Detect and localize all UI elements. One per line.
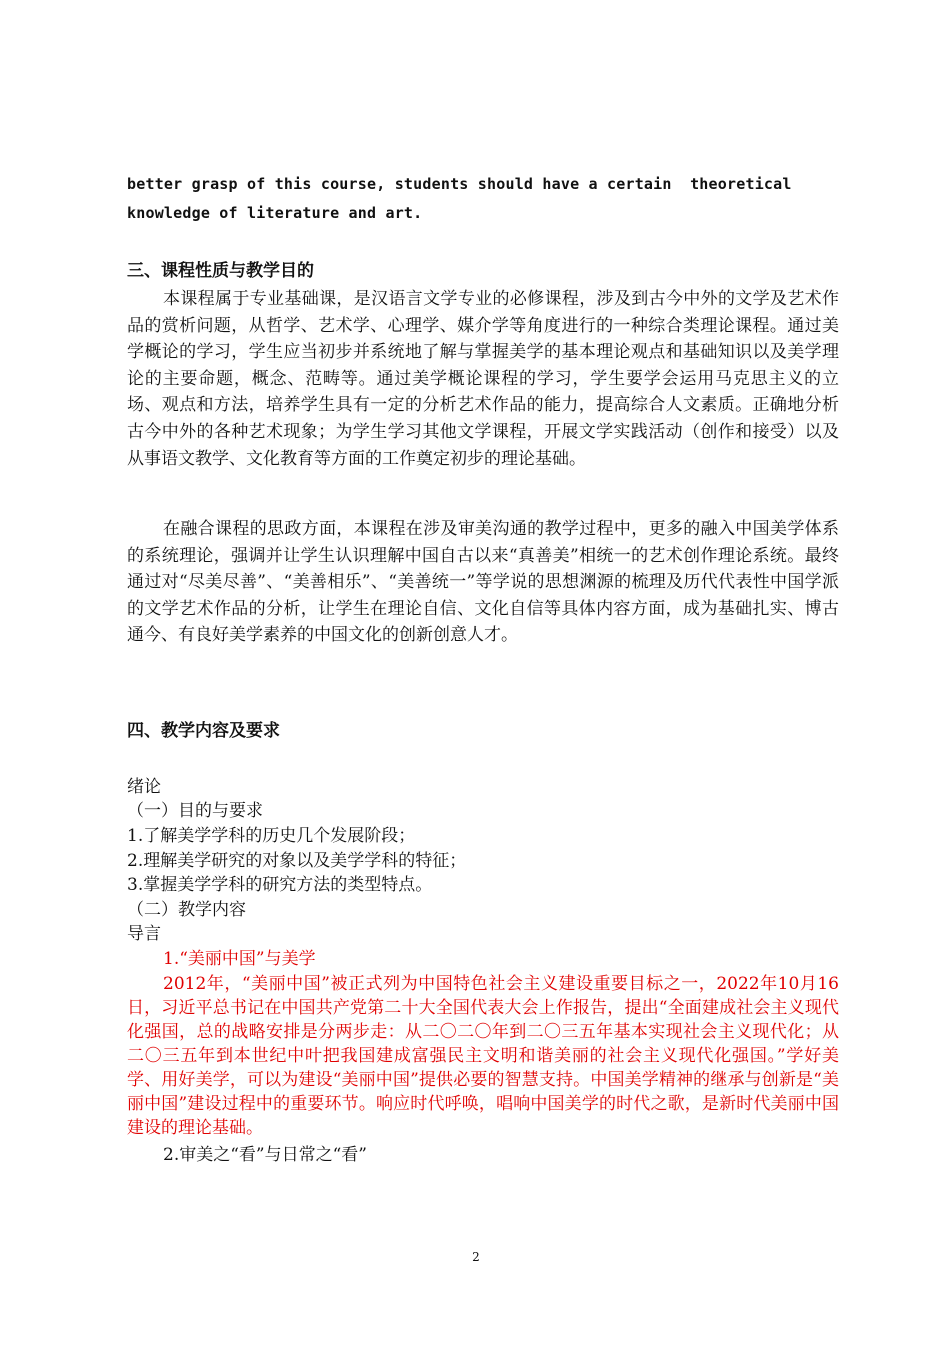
requirement-1: 1.了解美学学科的历史几个发展阶段； bbox=[127, 826, 416, 846]
subsection-goals: （一）目的与要求 bbox=[127, 801, 263, 821]
page-number: 2 bbox=[472, 1250, 480, 1264]
section-3-heading: 三、课程性质与教学目的 bbox=[127, 261, 314, 281]
section-4-heading: 四、教学内容及要求 bbox=[127, 721, 280, 741]
section-3-paragraph-1: 本课程属于专业基础课，是汉语言文学专业的必修课程，涉及到古今中外的文学及艺术作品的赏析问题，从哲学、艺术学、心理学、媒介学等角度进行的一种综合类理论课程。通过美学概论的学习，学生应当初步并系统地了解与掌握美学的基本理论观点和基础知识以及美学理论的主要命题，概念、范畴等。通过美学概论课程的学习，学生要学会运用马克思主义的立场、观点和方法，培养学生具有一定的分析艺术作品的能力，提高综合人文素质。正确地分析古今中外的各种艺术现象；为学生学习其他文学课程，开展文学实践活动（创作和接受）以及从事语文教学、文化教育等方面的工作奠定初步的理论基础。 bbox=[127, 289, 839, 469]
item-1-body: 2012年，“美丽中国”被正式列为中国特色社会主义建设重要目标之一，2022年10月16日，习近平总书记在中国共产党第二十大全国代表大会上作报告，提出“全面建成社会主义现代化强国，总的战略安排是分两步走：从二〇二〇年到二〇三五年基本实现社会主义现代化；从二〇三五年到本世纪中叶把我国建成富强民主文明和谐美丽的社会主义现代化强国。”学好美学、用好美学，可以为建设“美丽中国”提供必要的智慧支持。中国美学精神的继承与创新是“美丽中国”建设过程中的重要环节。响应时代呼唤，唱响中国美学的时代之歌，是新时代美丽中国建设的理论基础。 bbox=[127, 974, 839, 1138]
item-1-title: 1.“美丽中国”与美学 bbox=[163, 949, 316, 969]
requirement-2: 2.理解美学研究的对象以及美学学科的特征； bbox=[127, 851, 467, 871]
subsection-content: （二）教学内容 bbox=[127, 900, 246, 920]
requirement-3: 3.掌握美学学科的研究方法的类型特点。 bbox=[127, 875, 433, 895]
daoyan-title: 导言 bbox=[127, 924, 161, 944]
item-2-title: 2.审美之“看”与日常之“看” bbox=[163, 1145, 367, 1165]
english-abstract-line-2: knowledge of literature and art. bbox=[127, 204, 423, 222]
intro-title: 绪论 bbox=[127, 777, 161, 797]
english-abstract-line-1: better grasp of this course, students should have a certain theoretical bbox=[127, 175, 792, 193]
section-3-paragraph-2: 在融合课程的思政方面，本课程在涉及审美沟通的教学过程中，更多的融入中国美学体系的系统理论，强调并让学生认识理解中国自古以来“真善美”相统一的艺术创作理论系统。最终通过对“尽美尽善”、“美善相乐”、“美善统一”等学说的思想渊源的梳理及历代代表性中国学派的文学艺术作品的分析，让学生在理论自信、文化自信等具体内容方面，成为基础扎实、博古通今、有良好美学素养的中国文化的创新创意人才。 bbox=[127, 519, 839, 646]
